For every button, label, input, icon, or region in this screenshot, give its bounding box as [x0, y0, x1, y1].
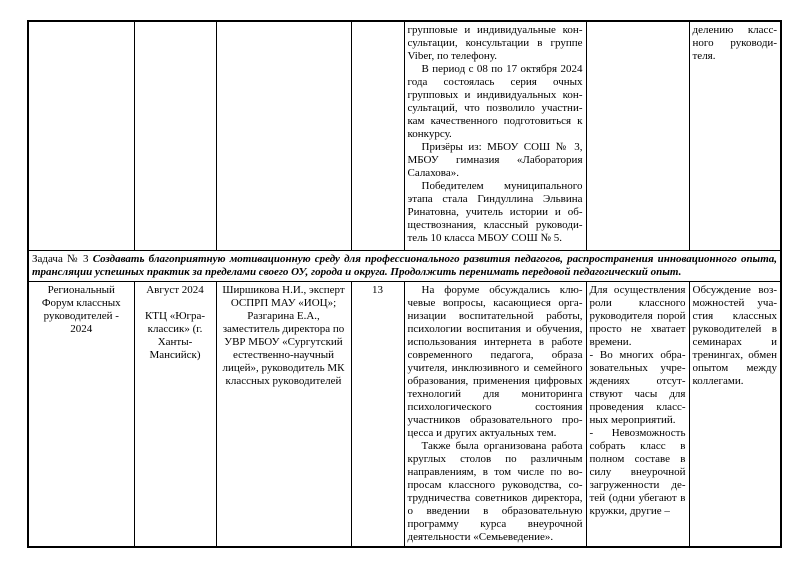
- cell-participants-count: 13: [351, 282, 404, 548]
- event-row: [28, 282, 781, 548]
- cell-empty-event: [28, 21, 134, 251]
- prospects-paragraph: Обсуждение возможностей участия классных руководителей в семинарах и тренингах, обмен опытом между коллегами.: [692, 284, 777, 387]
- results-paragraph: На форуме обсуждались ключевые вопросы, касающиеся организации воспитательной работы, психологии воспитания и обучения, использования интернета в работе современного педагога, образа учителя, инклюзивного и семейного образования, применения цифровых технологий для мониторинга психологического состояния участников образовательного процесса и других актуальных тем.: [407, 284, 583, 439]
- task-row: [28, 251, 781, 282]
- task-text: Создавать благоприятную мотивационную среду для профессионального развития педагогов, распространения инновационного опыта, трансляции успешных практик за пределами своего ОУ, города и округа. Продолжить перенимать передовой педагогический опыт.: [32, 253, 778, 278]
- task-label: Задача № 3: [32, 253, 89, 265]
- activity-paragraph: групповые и индивидуальные консультации, консультации в группе Viber, по телефону.: [407, 24, 583, 62]
- problems-paragraph: Для осуществления роли классного руководителя порой просто не хватает времени.: [589, 284, 686, 348]
- event-venue: КТЦ «Югра-классик» (г. Ханты-Мансийск): [144, 310, 206, 361]
- event-date: Август 2024: [146, 284, 204, 296]
- problems-paragraph: - Во многих образовательных учреждениях отсутствуют часы для проведения классных мероприятий.: [589, 349, 686, 426]
- results-paragraph: Также была организована работа круглых столов по различным направлениям, в том числе по вопросам классного руководства, сотрудничества советников директора, о введении в образовательную программу курса внеурочной деятельности «Семьеведение».: [407, 440, 583, 543]
- activity-paragraph: Призёры из: МБОУ СОШ № 3, МБОУ гимназия «Лаборатория Салахова».: [407, 141, 583, 179]
- cell-empty-date: [134, 21, 216, 251]
- cell-organizers: Ширшикова Н.И., эксперт ОСПРП МАУ «ИОЦ»; Разгарина Е.А., заместитель директора по УВР МБОУ «Сургутский естественно-научный лицей», руководитель МК классных руководителей: [216, 282, 351, 548]
- cell-empty-count: [351, 21, 404, 251]
- activity-paragraph: В период с 08 по 17 октября 2024 года состоялась серия очных групповых и индивидуальных консультаций, что позволило участникам качественного подготовиться к конкурсу.: [407, 63, 583, 140]
- cell-empty-organizers: [216, 21, 351, 251]
- carryover-row: [28, 21, 781, 251]
- cell-note-continued: [689, 21, 781, 251]
- problems-paragraph: - Невозможность собрать класс в полном составе в силу внеурочной загруженности детей (одни убегают в кружки, другие –: [589, 427, 686, 517]
- cell-empty-problems: [586, 21, 689, 251]
- task-line: [32, 253, 777, 279]
- activity-paragraph: Победителем муниципального этапа стала Гиндуллина Эльвина Ринатовна, учитель истории и обществознания, классный руководитель 10 класса МБОУ СОШ № 5.: [407, 180, 583, 244]
- task-row-cell: [28, 251, 781, 282]
- cell-activity-continued: [404, 21, 586, 251]
- cell-event-name: Региональный Форум классных руководителей - 2024: [28, 282, 134, 548]
- report-table: [27, 20, 782, 548]
- note-paragraph: делению классного руководителя.: [692, 24, 777, 62]
- cell-date-venue: [134, 282, 216, 548]
- cell-prospects: [689, 282, 781, 548]
- cell-problems: [586, 282, 689, 548]
- cell-results: [404, 282, 586, 548]
